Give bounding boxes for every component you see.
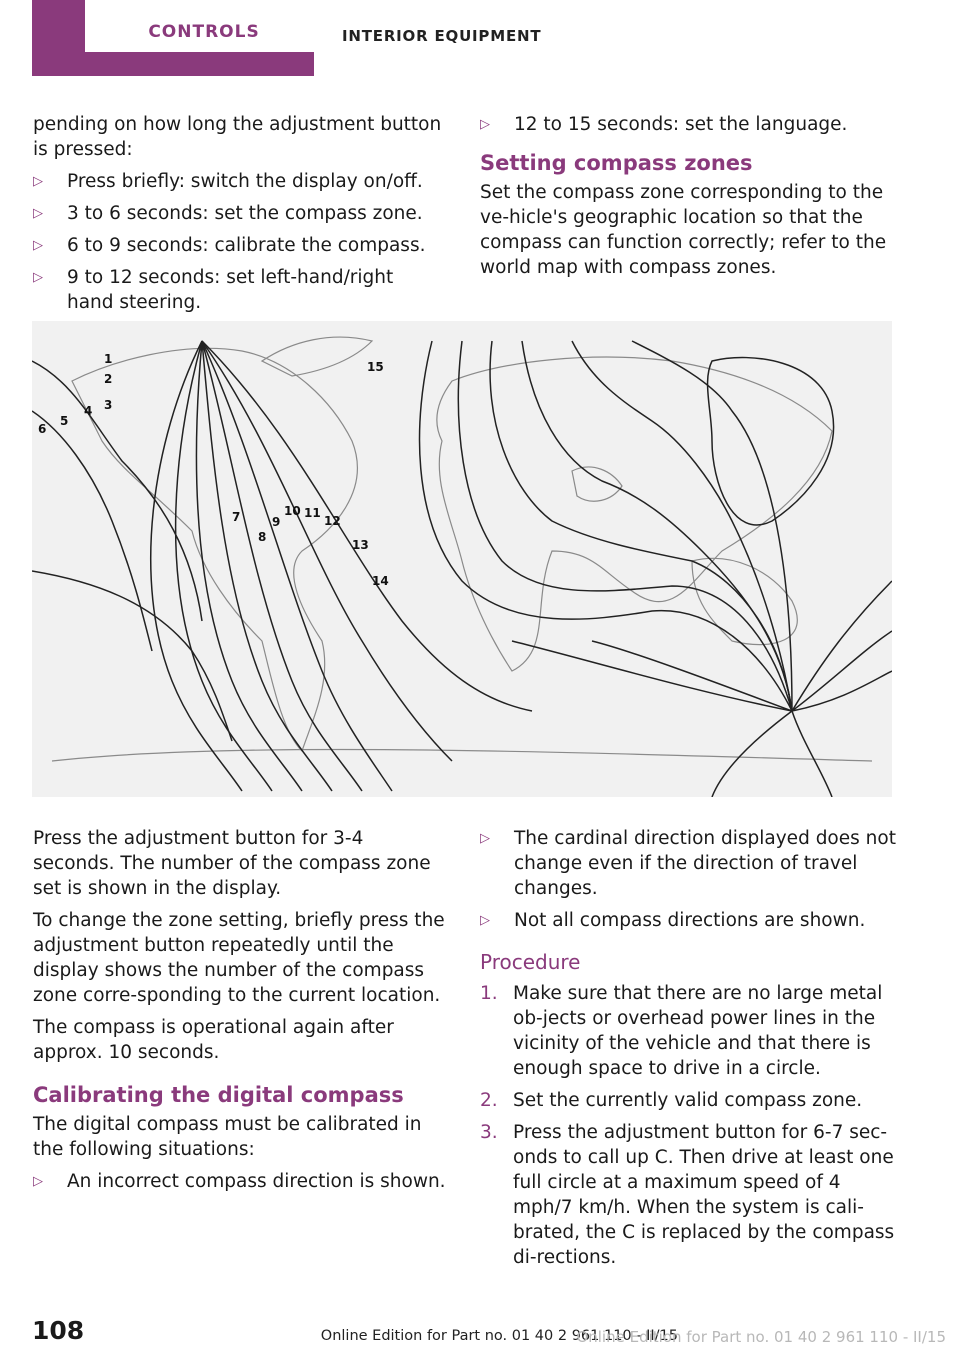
zone-label-12: 12 [324,514,341,528]
procedure-step: 3. Press the adjustment button for 6-7 sec-onds to call up C. Then drive at least one full circle at a maximum speed of 4 mph/7 km/h. When the system is cali-brated, the C is replaced by the compass di-rections. [480,1122,895,1268]
procedure-step: 2. Set the currently valid compass zone. [480,1090,863,1111]
list-item: ▷ 6 to 9 seconds: calibrate the compass. [33,235,426,256]
calibrating-intro: The digital compass must be calibrated in the following situations: [33,1114,422,1160]
zone-label-10: 10 [284,504,301,518]
list-item: ▷ An incorrect compass direction is shown. [33,1171,446,1192]
zone-label-4: 4 [84,404,93,418]
zone-label-6: 6 [38,422,47,436]
compass-zone-world-map [32,321,892,797]
zone-label-13: 13 [352,538,369,552]
continent-outlines [52,337,872,761]
zone-label-8: 8 [258,530,267,544]
list-item: ▷ 12 to 15 seconds: set the language. [480,114,848,135]
zone-label-7: 7 [232,510,241,524]
operational-text: The compass is operational again after approx. 10 seconds. [33,1017,394,1063]
intro-text: pending on how long the adjustment button is pressed: [33,114,442,160]
zone-display-text: Press the adjustment button for 3-4 seconds. The number of the compass zone set is shown in the display. [33,828,431,899]
header-subsection: INTERIOR EQUIPMENT [342,27,542,45]
footer-watermark: Online Edition for Part no. 01 40 2 961 110 - II/15 [576,1328,946,1346]
zone-label-3: 3 [104,398,113,412]
procedure-heading: Procedure [480,950,581,974]
list-item: ▷ The cardinal direction displayed does not change even if the direction of travel changes. [480,828,896,899]
zone-label-11: 11 [304,506,321,520]
setting-compass-zones-heading: Setting compass zones [480,151,753,175]
top-right-column [480,112,895,287]
compass-zone-map-graphic [32,321,892,797]
zone-label-2: 2 [104,372,113,386]
zone-change-text: To change the zone setting, briefly press the adjustment button repeatedly until the display shows the number of the compass zone corre-sponding to the current location. [33,910,445,1006]
list-item: ▷ Press briefly: switch the display on/off. [33,171,423,192]
footer-edition: Online Edition for Part no. 01 40 2 961 110 - II/15 [320,1328,678,1344]
compass-zone-lines [32,341,892,797]
zone-label-15: 15 [367,360,384,374]
bottom-right-column [480,826,898,1277]
setting-compass-zones-text: Set the compass zone corresponding to the ve-hicle's geographic location so that the compass can function correctly; refer to the world map with compass zones. [480,182,887,278]
header-section-label: CONTROLS [148,22,260,42]
list-item: ▷ 9 to 12 seconds: set left-hand/right hand steering. [33,267,394,313]
list-item: ▷ Not all compass directions are shown. [480,910,866,931]
page-number: 108 [32,1316,85,1345]
zone-label-14: 14 [372,574,389,588]
bottom-left-column [33,826,448,1201]
zone-label-9: 9 [272,515,281,529]
zone-label-5: 5 [60,414,69,428]
list-item: ▷ 3 to 6 seconds: set the compass zone. [33,203,423,224]
procedure-step: 1. Make sure that there are no large metal ob-jects or overhead power lines in the vicinity of the vehicle and that there is enough space to drive in a circle. [480,983,883,1079]
calibrating-heading: Calibrating the digital compass [33,1083,404,1107]
zone-label-1: 1 [104,352,113,366]
top-left-column [33,112,443,322]
